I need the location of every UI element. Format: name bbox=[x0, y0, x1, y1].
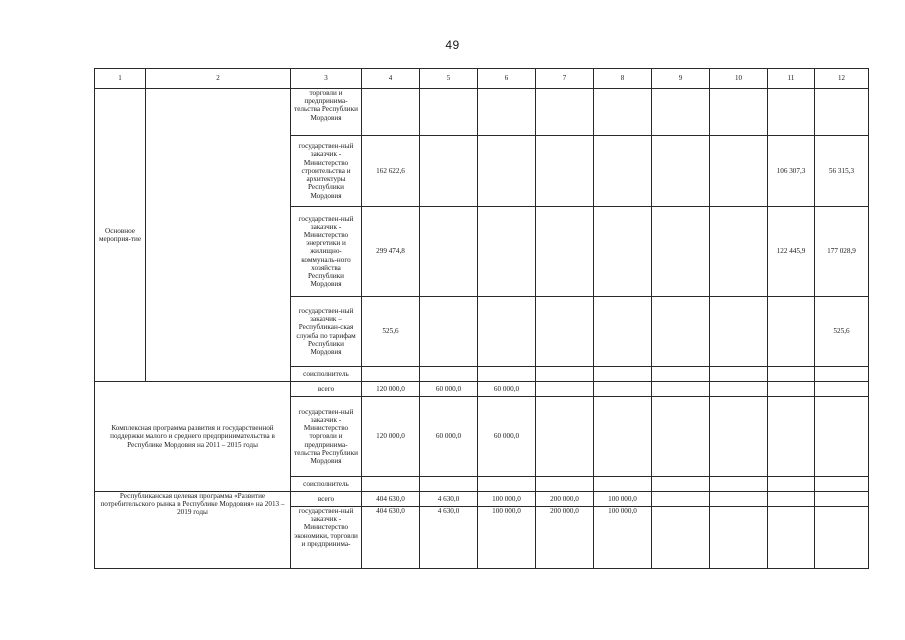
executor-cell: государствен-ный заказчик - Министерство энергетики и жилищно-коммуналь-ного хозяйства Республики Мордовия bbox=[291, 207, 362, 297]
header-cell: 11 bbox=[768, 69, 815, 89]
amount-cell: 4 630,0 bbox=[420, 507, 478, 569]
header-cell: 3 bbox=[291, 69, 362, 89]
program-name-cell bbox=[146, 89, 291, 382]
amount-cell: 162 622,6 bbox=[362, 136, 420, 207]
executor-cell: государствен-ный заказчик - Министерство торговли и предпринима-тельства Республики Мордовия bbox=[291, 397, 362, 477]
header-row bbox=[95, 69, 869, 89]
amount-cell: 100 000,0 bbox=[594, 507, 652, 569]
header-cell: 8 bbox=[594, 69, 652, 89]
amount-cell: 106 307,3 bbox=[768, 136, 815, 207]
amount-cell: 120 000,0 bbox=[362, 382, 420, 397]
amount-cell: 404 630,0 bbox=[362, 492, 420, 507]
amount-cell: 100 000,0 bbox=[594, 492, 652, 507]
executor-cell: торговли и предпринима-тельства Республики Мордовия bbox=[291, 89, 362, 136]
header-cell: 12 bbox=[815, 69, 869, 89]
amount-cell bbox=[362, 89, 420, 136]
executor-cell: соисполнитель bbox=[291, 477, 362, 492]
amount-cell: 200 000,0 bbox=[536, 492, 594, 507]
program-name-cell: Комплексная программа развития и государственной поддержки малого и среднего предпринимательства в Республике Мордовия на 2011 – 2015 годы bbox=[95, 382, 291, 492]
executor-cell: государствен-ный заказчик - Министерство экономики, торговли и предпринима- bbox=[291, 507, 362, 569]
amount-cell: 525,6 bbox=[815, 297, 869, 367]
amount-cell: 200 000,0 bbox=[536, 507, 594, 569]
activity-type-cell: Основное мероприя-тие bbox=[95, 89, 146, 382]
amount-cell: 404 630,0 bbox=[362, 507, 420, 569]
executor-cell: государствен-ный заказчик – Республикан-ская служба по тарифам Республики Мордовия bbox=[291, 297, 362, 367]
executor-cell: всего bbox=[291, 492, 362, 507]
amount-cell: 299 474,8 bbox=[362, 207, 420, 297]
header-cell: 9 bbox=[652, 69, 710, 89]
amount-cell: 122 445,9 bbox=[768, 207, 815, 297]
amount-cell: 100 000,0 bbox=[478, 492, 536, 507]
page-number: 49 bbox=[445, 38, 460, 52]
header-cell: 4 bbox=[362, 69, 420, 89]
amount-cell bbox=[768, 89, 815, 136]
executor-cell: соисполнитель bbox=[291, 367, 362, 382]
table-row bbox=[95, 492, 869, 507]
header-cell: 7 bbox=[536, 69, 594, 89]
amount-cell: 4 630,0 bbox=[420, 492, 478, 507]
table-row bbox=[95, 382, 869, 397]
header-cell: 2 bbox=[146, 69, 291, 89]
amount-cell: 60 000,0 bbox=[420, 382, 478, 397]
amount-cell: 100 000,0 bbox=[478, 507, 536, 569]
header-cell: 1 bbox=[95, 69, 146, 89]
executor-cell: всего bbox=[291, 382, 362, 397]
amount-cell bbox=[815, 89, 869, 136]
header-cell: 6 bbox=[478, 69, 536, 89]
header-cell: 5 bbox=[420, 69, 478, 89]
amount-cell: 60 000,0 bbox=[478, 382, 536, 397]
amount-cell bbox=[768, 297, 815, 367]
budget-table bbox=[94, 68, 869, 569]
program-name-cell: Республиканская целевая программа «Развитие потребительского рынка в Республике Мордовия» на 2013 – 2019 годы bbox=[95, 492, 291, 569]
executor-cell: государствен-ный заказчик - Министерство строительства и архитектуры Республики Мордовия bbox=[291, 136, 362, 207]
amount-cell: 177 028,9 bbox=[815, 207, 869, 297]
table-row bbox=[95, 89, 869, 136]
amount-cell: 56 315,3 bbox=[815, 136, 869, 207]
amount-cell: 120 000,0 bbox=[362, 397, 420, 477]
amount-cell: 525,6 bbox=[362, 297, 420, 367]
amount-cell: 60 000,0 bbox=[420, 397, 478, 477]
header-cell: 10 bbox=[710, 69, 768, 89]
amount-cell: 60 000,0 bbox=[478, 397, 536, 477]
